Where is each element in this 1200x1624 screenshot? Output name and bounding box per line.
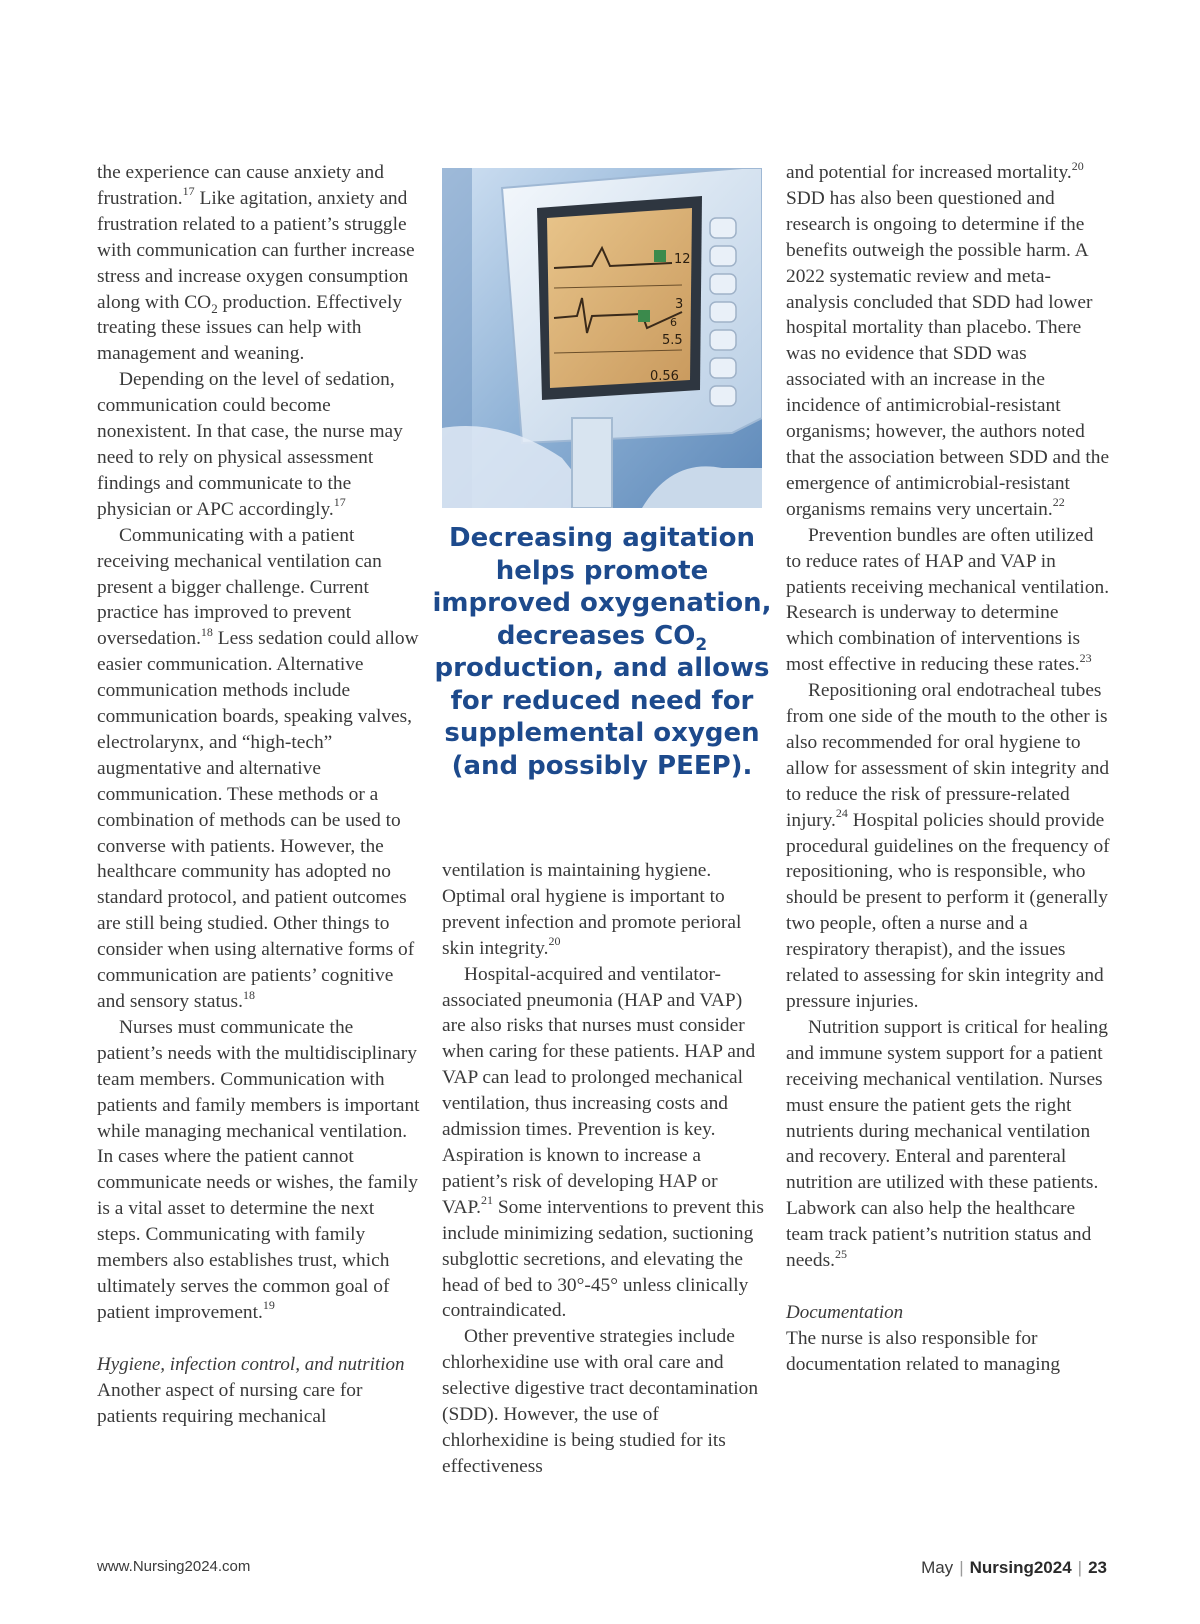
paragraph: [786, 678, 1110, 1015]
text: production. Effectively treating these issues can help with management and weaning.: [97, 291, 403, 365]
page-number: 23: [1088, 1558, 1107, 1577]
text: Hospital-acquired and ventilator-associated pneumonia (HAP and VAP) are also risks that nurses must consider when caring for these patients. HAP and VAP can lead to prolonged mechanical ventilation, thus increasing costs and admission times. Prevention is key. Aspiration is known to increase a patient’s risk of developing HAP or VAP.: [442, 963, 756, 1218]
text: Depending on the level of sedation, communication could become nonexistent. In that case, the nurse may need to rely on physical assessment findings and communicate to the physician or APC accordingly.: [97, 369, 403, 520]
ventilator-illustration: [442, 168, 762, 508]
text-column-middle: [442, 858, 766, 1480]
citation: 19: [262, 1298, 275, 1313]
section-heading: Hygiene, infection control, and nutrition: [97, 1353, 405, 1375]
section-heading: Documentation: [786, 1301, 904, 1323]
paragraph: [786, 160, 1110, 523]
text: The nurse is also responsible for documentation related to managing: [786, 1327, 1061, 1375]
citation: 25: [835, 1246, 847, 1261]
footer-magazine: Nursing2024: [969, 1558, 1072, 1577]
text: Another aspect of nursing care for patients requiring mechanical: [97, 1379, 363, 1427]
paragraph: [786, 1326, 1110, 1378]
paragraph: [442, 858, 766, 962]
citation: 18: [200, 624, 213, 639]
citation: 20: [548, 934, 561, 949]
paragraph: [786, 1015, 1110, 1274]
text: Hospital policies should provide procedural guidelines on the frequency of repositioning, who is responsible, who should be present to perform it (generally two people, often a nurse and a respiratory therapist), and the issues related to assessing for skin integrity and pressure injuries.: [786, 809, 1110, 1012]
text: Communicating with a patient receiving mechanical ventilation can present a bigger challenge. Current practice has improved to prevent oversedation.: [97, 524, 382, 650]
citation: 22: [1052, 495, 1065, 510]
pull-quote-text: Decreasing agitation helps promote improved oxygenation, decreases CO: [432, 523, 772, 651]
monitor-value: 5.5: [662, 333, 683, 348]
pull-quote-text: production, and allows for reduced need for supplemental oxygen (and possibly PEEP).: [434, 653, 770, 781]
footer-month: May: [921, 1558, 954, 1577]
text: and potential for increased mortality.: [786, 162, 1072, 183]
text: Repositioning oral endotracheal tubes from one side of the mouth to the other is also recommended for oral hygiene to allow for assessment of skin integrity and to reduce the risk of pressure-related injury.: [786, 680, 1110, 831]
text: Nutrition support is critical for healing and immune system support for a patient receiving mechanical ventilation. Nurses must ensure the patient gets the right nutrients during mechanical ventilation and recovery. Enteral and parenteral nutrition are utilized with these patients. Labwork can also help the healthcare team track patient’s nutrition status and needs.: [786, 1016, 1108, 1272]
footer-separator: |: [1077, 1558, 1083, 1577]
status-indicator: [638, 310, 650, 322]
text: Some interventions to prevent this include minimizing sedation, suctioning subglottic secretions, and elevating the head of bed to 30°-45° unless clinically contraindicated.: [442, 1196, 764, 1322]
monitor-value: 6: [670, 316, 677, 329]
paragraph: [97, 523, 421, 1015]
status-indicator: [654, 250, 666, 262]
citation: 23: [1079, 650, 1092, 665]
text: Prevention bundles are often utilized to reduce rates of HAP and VAP in patients receiving mechanical ventilation. Research is underway to determine which combination of interventions is most effective in reducing these rates.: [786, 524, 1110, 676]
paragraph: [786, 523, 1110, 678]
ventilator-photo: [442, 168, 762, 508]
subscript: 2: [695, 634, 708, 655]
footer-folio: [921, 1558, 1107, 1578]
paragraph: [97, 1015, 421, 1326]
text: Like agitation, anxiety and frustration related to a patient’s struggle with communication can further increase stress and increase oxygen consumption along with CO: [97, 187, 415, 313]
text: Nurses must communicate the patient’s needs with the multidisciplinary team members. Communication with patients and family members is important while managing mechanical ventilation. In cases where the patient cannot communicate needs or wishes, the family is a vital asset to determine the next steps. Communicating with family members also establishes trust, which ultimately serves the common goal of patient improvement.: [97, 1016, 420, 1323]
pull-quote: [432, 522, 772, 782]
text: SDD has also been questioned and research is ongoing to determine if the benefits outweigh the possible harm. A 2022 systematic review and meta-analysis concluded that SDD had lower hospital mortality than placebo. There was no evidence that SDD was associated with an increase in the incidence of antimicrobial-resistant organisms; however, the authors noted that the association between SDD and the emergence of antimicrobial-resistant organisms remains very uncertain.: [786, 187, 1110, 520]
text: Other preventive strategies include chlorhexidine use with oral care and selective digestive tract decontamination (SDD). However, the use of chlorhexidine is being studied for its effectiveness: [442, 1326, 759, 1477]
paragraph: [97, 367, 421, 522]
footer-separator: |: [959, 1558, 964, 1577]
citation: 24: [835, 806, 848, 821]
text-column-left: [97, 160, 421, 1430]
subscript: 2: [211, 300, 218, 316]
text: ventilation is maintaining hygiene. Optimal oral hygiene is important to prevent infection and promote perioral skin integrity.: [442, 860, 742, 959]
monitor-value: 3: [675, 297, 684, 312]
text-column-right: [786, 160, 1110, 1378]
paragraph: [97, 1378, 421, 1430]
text: the experience can cause anxiety and frustration.: [97, 162, 384, 209]
monitor-value: 12: [674, 252, 691, 267]
paragraph: [97, 160, 421, 367]
citation: 17: [333, 495, 346, 510]
monitor-buttons: [710, 218, 736, 406]
text: Less sedation could allow easier communication. Alternative communication methods include communication boards, speaking valves, electrolarynx, and “high-tech” augmentative and alternative communication. These methods or a combination of methods can be used to converse with patients. However, the healthcare community has adopted no standard protocol, and patient outcomes are still being studied. Other things to consider when using alternative forms of communication are patients’ cognitive and sensory status.: [97, 628, 419, 1012]
citation: 17: [182, 184, 195, 199]
citation: 20: [1071, 158, 1084, 173]
paragraph: [442, 962, 766, 1325]
citation: 21: [481, 1193, 493, 1208]
footer-url[interactable]: www.Nursing2024.com: [97, 1558, 251, 1575]
citation: 18: [242, 987, 255, 1002]
paragraph: [442, 1324, 766, 1479]
monitor-value: 0.56: [650, 369, 679, 384]
